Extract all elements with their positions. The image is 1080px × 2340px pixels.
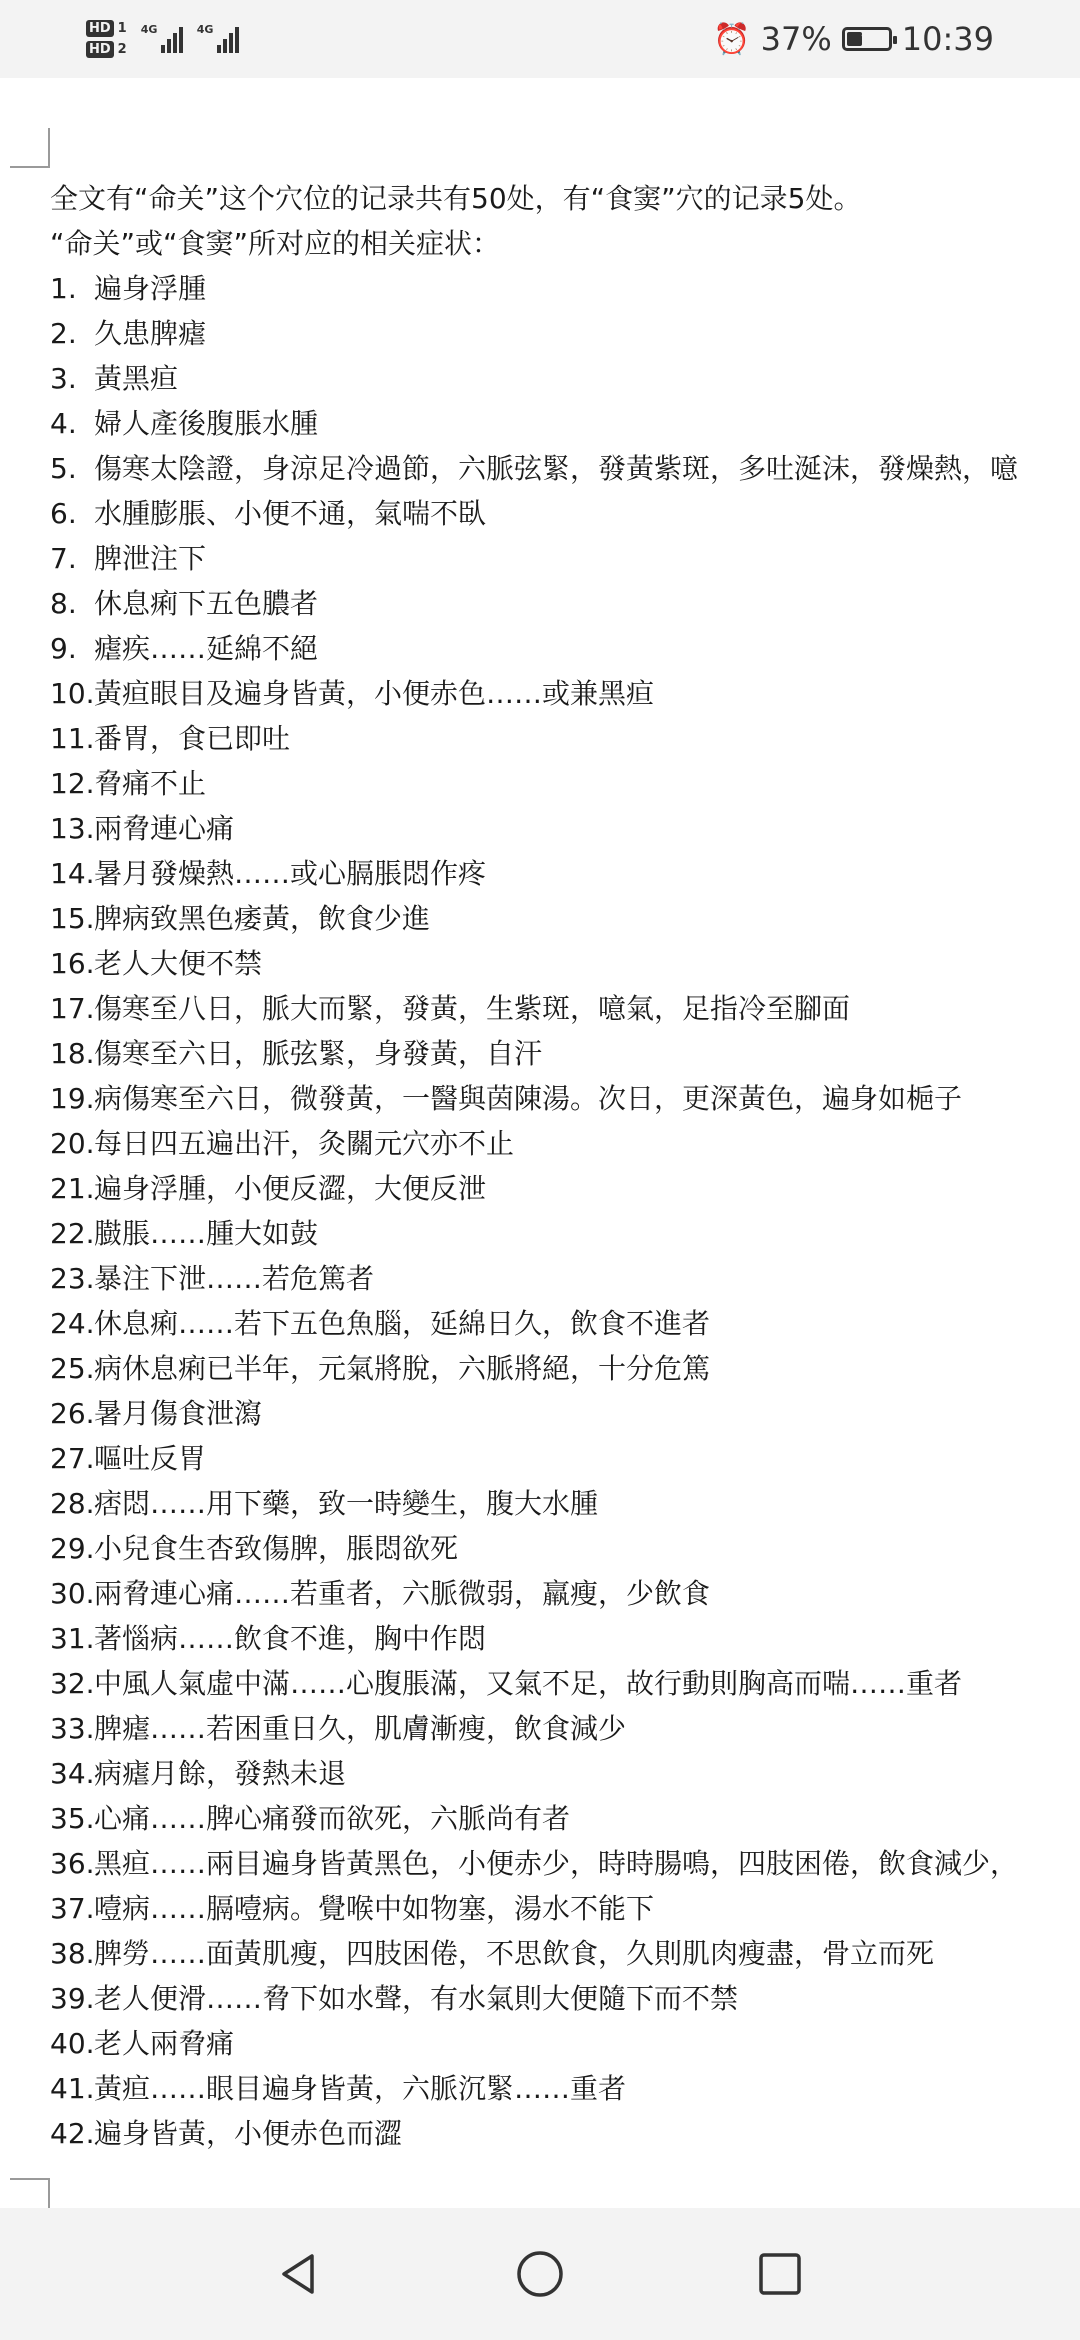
list-item-number: 17. [50, 992, 95, 1025]
list-item-text: 黑疸……兩目遍身皆黃黑色，小便赤少，時時腸鳴，四肢困倦，飲食減少， [94, 1847, 1019, 1880]
list-item-text: 脅痛不止 [94, 767, 207, 800]
signal-icon [141, 25, 183, 53]
list-item [50, 1661, 1080, 1706]
list-item-number: 11. [50, 722, 95, 755]
list-item [50, 2021, 1080, 2066]
list-item [50, 1706, 1080, 1751]
list-item-text: 老人兩脅痛 [94, 2027, 235, 2060]
list-item-text: 中風人氣虛中滿……心腹脹滿，又氣不足，故行動則胸高而喘……重者 [94, 1667, 963, 1700]
list-item-text: 噎病……膈噎病。覺喉中如物塞，湯水不能下 [94, 1892, 655, 1925]
list-item [50, 716, 1080, 761]
recents-icon [757, 2251, 803, 2297]
list-item [50, 1076, 1080, 1121]
recents-button[interactable] [750, 2244, 810, 2304]
intro-line-2: “命关”或“食窦”所对应的相关症状： [50, 227, 501, 260]
list-item [50, 1931, 1080, 1976]
battery-saver-icon: ❦ [842, 27, 892, 51]
list-item [50, 986, 1080, 1031]
alarm-icon: ⏰ [713, 21, 751, 57]
list-item [50, 491, 1080, 536]
list-item-text: 婦人產後腹脹水腫 [94, 407, 319, 440]
hd-icon: HD 1 HD 2 [86, 20, 127, 58]
list-item-text: 小兒食生杏致傷脾，脹悶欲死 [94, 1532, 459, 1565]
list-item-number: 23. [50, 1262, 95, 1295]
list-item-text: 久患脾瘧 [94, 317, 207, 350]
list-item-number: 33. [50, 1712, 95, 1745]
list-item [50, 446, 1080, 491]
list-item-number: 36. [50, 1847, 95, 1880]
list-item [50, 536, 1080, 581]
list-item-text: 暑月傷食泄瀉 [94, 1397, 263, 1430]
list-item [50, 356, 1080, 401]
list-item-number: 19. [50, 1082, 95, 1115]
list-item-number: 25. [50, 1352, 95, 1385]
list-item [50, 1976, 1080, 2021]
list-item-text: 著惱病……飲食不進，胸中作悶 [94, 1622, 487, 1655]
list-item-number: 34. [50, 1757, 95, 1790]
list-item-number: 10. [50, 677, 95, 710]
list-item-text: 痞悶……用下藥，致一時變生，腹大水腫 [94, 1487, 599, 1520]
symptom-list [50, 266, 1080, 2156]
list-item-number: 35. [50, 1802, 95, 1835]
list-item-number: 2. [50, 317, 77, 350]
list-item-number: 9. [50, 632, 77, 665]
list-item-text: 病瘧月餘，發熱未退 [94, 1757, 347, 1790]
home-button[interactable] [510, 2244, 570, 2304]
list-item [50, 896, 1080, 941]
list-item [50, 581, 1080, 626]
list-item-number: 13. [50, 812, 95, 845]
list-item-number: 30. [50, 1577, 95, 1610]
back-icon [276, 2250, 324, 2298]
list-item-text: 遍身浮腫，小便反澀，大便反泄 [94, 1172, 487, 1205]
list-item-number: 38. [50, 1937, 95, 1970]
status-right [713, 20, 994, 58]
list-item-text: 心痛……脾心痛發而欲死，六脈尚有者 [94, 1802, 571, 1835]
list-item-text: 病傷寒至六日，微發黃，一醫與茵陳湯。次日，更深黃色，遍身如梔子 [94, 1082, 963, 1115]
list-item-text: 傷寒至八日，脈大而緊，發黃，生紫斑，噫氣，足指冷至腳面 [94, 992, 851, 1025]
list-item [50, 1166, 1080, 1211]
list-item-text: 兩脅連心痛 [94, 812, 235, 845]
list-item [50, 1031, 1080, 1076]
list-item-text: 水腫膨脹、小便不通，氣喘不臥 [94, 497, 487, 530]
list-item-text: 每日四五遍出汗，灸關元穴亦不止 [94, 1127, 515, 1160]
list-item [50, 626, 1080, 671]
status-bar [0, 0, 1080, 78]
list-item [50, 311, 1080, 356]
list-item [50, 2111, 1080, 2156]
list-item-text: 黃黑疸 [94, 362, 179, 395]
document-view[interactable] [0, 78, 1080, 2208]
list-item [50, 1436, 1080, 1481]
list-item [50, 851, 1080, 896]
list-item [50, 671, 1080, 716]
list-item-text: 脾泄注下 [94, 542, 207, 575]
list-item [50, 1796, 1080, 1841]
list-item-text: 傷寒太陰證，身涼足冷過節，六脈弦緊，發黃紫斑，多吐涎沫，發燥熱，噫 [94, 452, 1019, 485]
list-item [50, 1616, 1080, 1661]
list-item [50, 1751, 1080, 1796]
list-item-text: 脾勞……面黃肌瘦，四肢困倦，不思飲食，久則肌肉瘦盡，骨立而死 [94, 1937, 935, 1970]
list-item-text: 老人便滑……脅下如水聲，有水氣則大便隨下而不禁 [94, 1982, 739, 2015]
list-item-text: 休息痢……若下五色魚腦，延綿日久，飲食不進者 [94, 1307, 711, 1340]
list-item-number: 24. [50, 1307, 95, 1340]
back-button[interactable] [270, 2244, 330, 2304]
list-item-number: 8. [50, 587, 77, 620]
list-item-number: 20. [50, 1127, 95, 1160]
list-item-number: 7. [50, 542, 77, 575]
list-item-text: 傷寒至六日，脈弦緊，身發黃，自汗 [94, 1037, 543, 1070]
list-item-text: 脾病致黑色痿黃，飲食少進 [94, 902, 431, 935]
list-item [50, 1346, 1080, 1391]
sim1-hd-label: HD [86, 20, 114, 37]
list-item-number: 14. [50, 857, 95, 890]
clock: 10:39 [901, 20, 994, 58]
list-item [50, 1391, 1080, 1436]
list-item-number: 6. [50, 497, 77, 530]
list-item-number: 42. [50, 2117, 95, 2150]
battery-level [847, 32, 862, 46]
document-body[interactable] [50, 176, 1080, 2156]
list-item-text: 暴注下泄……若危篤者 [94, 1262, 375, 1295]
list-item [50, 806, 1080, 851]
network2-label: 4G [196, 23, 214, 36]
list-item-text: 休息痢下五色膿者 [94, 587, 319, 620]
list-item-number: 37. [50, 1892, 95, 1925]
list-item-text: 瘧疾……延綿不絕 [94, 632, 319, 665]
list-item-text: 黃疸……眼目遍身皆黃，六脈沉緊……重者 [94, 2072, 627, 2105]
list-item-number: 21. [50, 1172, 95, 1205]
list-item-text: 番胃，食已即吐 [94, 722, 291, 755]
network1-label: 4G [140, 23, 158, 36]
list-item [50, 1526, 1080, 1571]
list-item [50, 1211, 1080, 1256]
list-item [50, 266, 1080, 311]
list-item-number: 16. [50, 947, 95, 980]
list-item [50, 2066, 1080, 2111]
list-item-number: 1. [50, 272, 77, 305]
list-item-text: 黃疸眼目及遍身皆黃，小便赤色……或兼黑疸 [94, 677, 655, 710]
list-item-text: 脾瘧……若困重日久，肌膚漸瘦，飲食減少 [94, 1712, 627, 1745]
list-item [50, 761, 1080, 806]
list-item-number: 3. [50, 362, 77, 395]
list-item [50, 1886, 1080, 1931]
list-item [50, 1841, 1080, 1886]
list-item-number: 4. [50, 407, 77, 440]
list-item-number: 12. [50, 767, 95, 800]
list-item-number: 22. [50, 1217, 95, 1250]
list-item-text: 遍身浮腫 [94, 272, 207, 305]
intro-line-1: 全文有“命关”这个穴位的记录共有50处，有“食窦”穴的记录5处。 [50, 182, 862, 215]
list-item-text: 遍身皆黃，小便赤色而澀 [94, 2117, 403, 2150]
list-item-number: 40. [50, 2027, 95, 2060]
list-item [50, 1571, 1080, 1616]
list-item-text: 病休息痢已半年，元氣將脫，六脈將絕，十分危篤 [94, 1352, 711, 1385]
list-item-text: 嘔吐反胃 [94, 1442, 207, 1475]
list-item-number: 32. [50, 1667, 95, 1700]
list-item [50, 1301, 1080, 1346]
list-item [50, 1121, 1080, 1166]
signal-icon-2 [197, 25, 239, 53]
list-item-text: 兩脅連心痛……若重者，六脈微弱，羸瘦，少飲食 [94, 1577, 711, 1610]
navigation-bar [0, 2208, 1080, 2340]
status-left [86, 20, 239, 58]
list-item-number: 27. [50, 1442, 95, 1475]
list-item-number: 39. [50, 1982, 95, 2015]
home-icon [514, 2248, 566, 2300]
list-item-text: 暑月發燥熱……或心膈脹悶作疼 [94, 857, 487, 890]
list-item-text: 老人大便不禁 [94, 947, 263, 980]
sim2-hd-label: HD [86, 41, 114, 58]
list-item-number: 18. [50, 1037, 95, 1070]
list-item-number: 26. [50, 1397, 95, 1430]
list-item [50, 1481, 1080, 1526]
list-item-number: 28. [50, 1487, 95, 1520]
list-item [50, 1256, 1080, 1301]
list-item-number: 41. [50, 2072, 95, 2105]
list-item-text: 臌脹……腫大如鼓 [94, 1217, 319, 1250]
list-item-number: 5. [50, 452, 77, 485]
page-corner-mark-top [10, 128, 50, 168]
list-item-number: 31. [50, 1622, 95, 1655]
battery-percent: 37% [760, 20, 832, 58]
list-item [50, 401, 1080, 446]
list-item-number: 15. [50, 902, 95, 935]
list-item-number: 29. [50, 1532, 95, 1565]
list-item [50, 941, 1080, 986]
